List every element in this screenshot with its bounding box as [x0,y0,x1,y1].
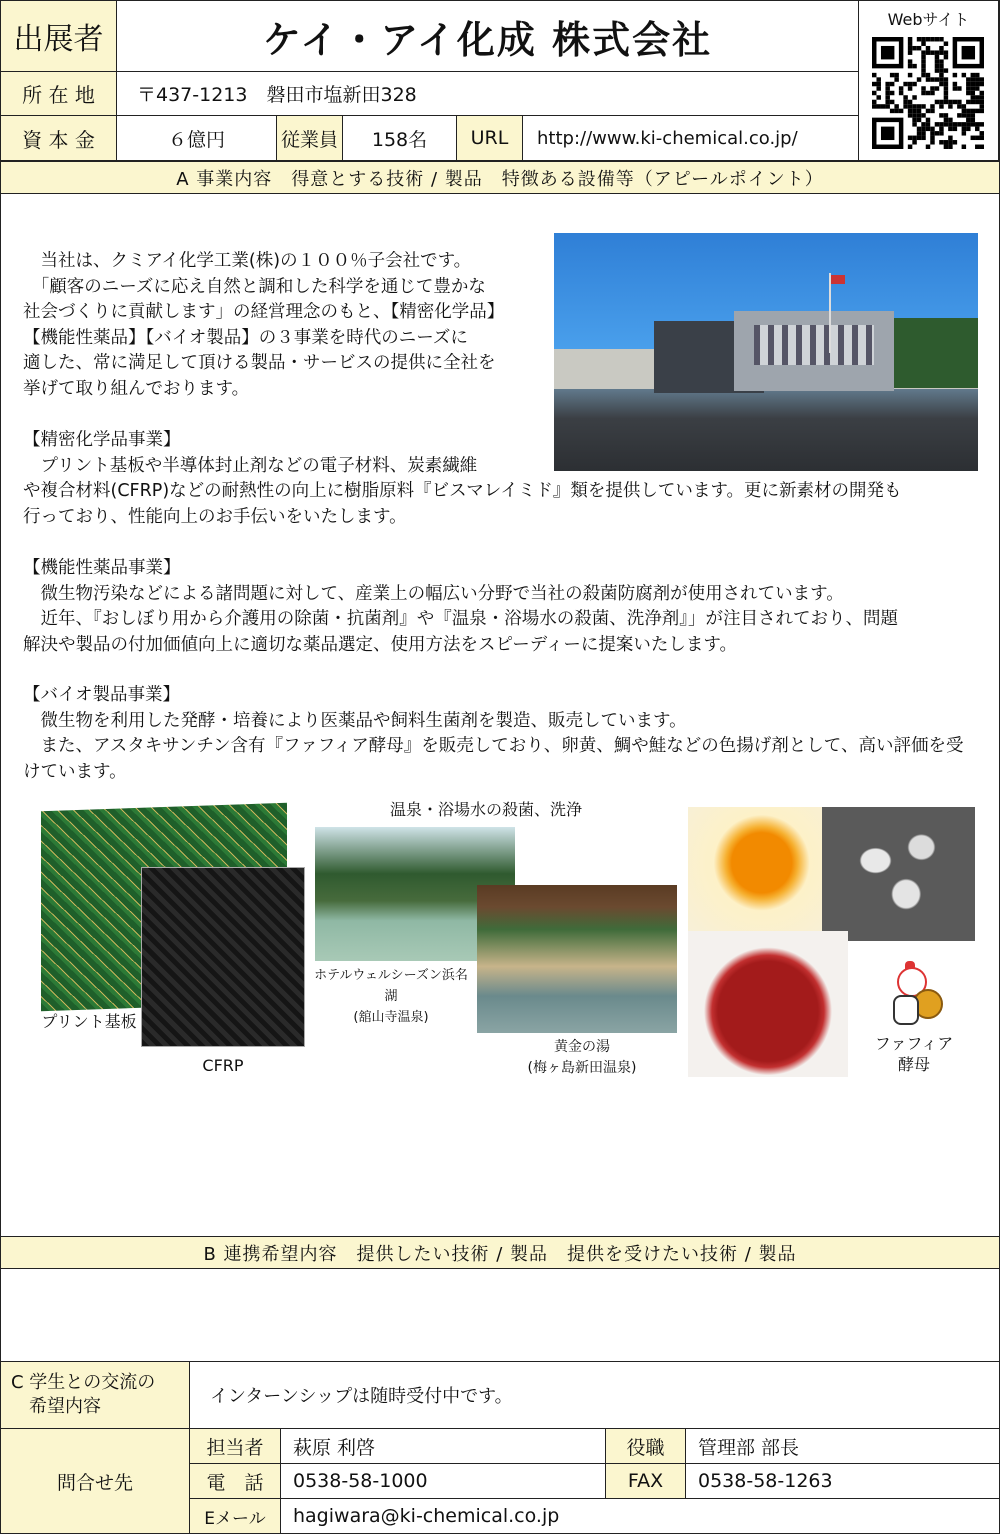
phone-label: 電 話 [190,1464,281,1499]
person-value: 萩原 利啓 [281,1429,606,1464]
phone-value[interactable]: 0538-58-1000 [281,1464,606,1499]
fine-chemicals-text: や複合材料(CFRP)などの耐熱性の向上に樹脂原料『ビスマレイミド』類を提供しています。更に新素材の開発も 行っており、性能向上のお手伝いをいたします。 [23,481,902,527]
email-label: Eメール [190,1499,281,1533]
yeast-micrograph-photo [822,807,975,941]
company-name: ケイ・アイ化成 株式会社 [117,1,859,72]
functional-chemicals-text: 【機能性薬品事業】 微生物汚染などによる諸問題に対して、産業上の幅広い分野で当社の殺菌防腐剤が使用されています。 近年、『おしぼり用から介護用の除菌・抗菌剤』や『温泉・浴場水の殺菌、洗浄剤』」が注目されており、問題 解決や製品の付加価値向上に適切な薬品選定、使用方法をスピーディーに提案いたします。 [23,558,898,655]
section-a-header: A 事業内容 得意とする技術 / 製品 特徴ある設備等（アピールポイント） [1,161,999,194]
qr-code[interactable] [872,37,984,149]
fax-label: FAX [606,1464,686,1499]
position-label: 役職 [606,1429,686,1464]
egg-yolk-photo [688,807,822,931]
section-b-header: B 連携希望内容 提供したい技術 / 製品 提供を受けたい技術 / 製品 [1,1236,999,1269]
onsen-title-caption: 温泉・浴場水の殺菌、洗浄 [389,800,582,819]
phaffia-caption: ファフィア 酵母 [874,1034,954,1074]
fine-chemicals-heading: 【精密化学品事業】 プリント基板や半導体封止剤などの電子材料、炭素繊維 [23,430,478,476]
position-value: 管理部 部長 [686,1429,999,1464]
cfrp-image [141,867,305,1047]
pcb-caption: プリント基板 [41,1012,137,1031]
fax-value: 0538-58-1263 [686,1464,999,1499]
address-label: 所 在 地 [1,72,117,116]
kogane-onsen-photo [477,885,677,1033]
section-b-body [1,1269,999,1361]
bio-products-text: 【バイオ製品事業】 微生物を利用した発酵・培養により医薬品や飼料生菌剤を製造、販売しています。 また、アスタキサンチン含有『ファフィア酵母』を販売しており、卵黄、鯛や鮭などの色揚げ剤として、高い評価を受 けています。 [23,685,964,782]
capital-label: 資 本 金 [1,116,117,161]
factory-photo [554,233,978,471]
exhibitor-label: 出展者 [1,1,117,72]
intro-text: 当社は、クミアイ化学工業(株)の１００％子会社です。 「顧客のニーズに応え自然と調和した科学を通じて豊かな 社会づくりに貢献します」の経営理念のもと、【精密化学品】 【機能性薬品】【バイオ製品】の３事業を時代のニーズに 適した、常に満足して頂ける製品・サービスの提供に全社を 挙げて取り組んでおります。 [23,251,505,399]
company-url-link[interactable]: http://www.ki-chemical.co.jp/ [523,116,859,161]
hotel-onsen-caption: ホテルウェルシーズン浜名湖 (舘山寺温泉) [314,968,468,1025]
contact-label: 問合せ先 [1,1429,190,1533]
employees-value: 158名 [343,116,457,161]
cfrp-caption: CFRP [202,1056,244,1075]
employees-label: 従業員 [277,116,343,161]
phaffia-mascot-image [875,961,945,1027]
kogane-onsen-caption: 黄金の湯 (梅ヶ島新田温泉) [527,1039,637,1076]
web-label: Webサイト [887,10,970,29]
astaxanthin-powder-photo [688,931,848,1077]
address-value: 〒437-1213 磐田市塩新田328 [117,72,859,116]
url-label: URL [457,116,523,161]
section-c-label: C 学生との交流の 希望内容 [1,1361,190,1429]
capital-value: ６億円 [117,116,277,161]
person-label: 担当者 [190,1429,281,1464]
email-value[interactable]: hagiwara@ki-chemical.co.jp [293,1505,560,1527]
section-c-value: インターンシップは随時受付中です。 [190,1361,999,1429]
